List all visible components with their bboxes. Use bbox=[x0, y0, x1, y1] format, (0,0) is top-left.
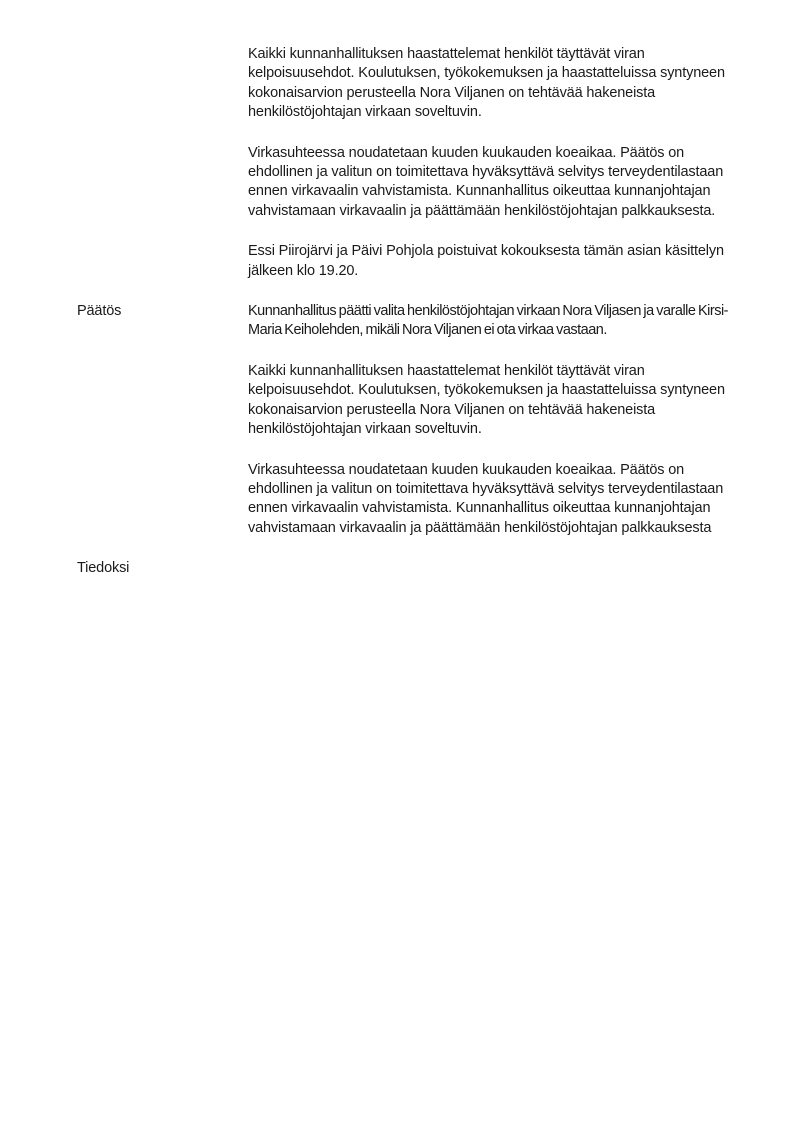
paragraph: Virkasuhteessa noudatetaan kuuden kuukauden koeaikaa. Päätös on ehdollinen ja valitun on toimitettava hyväksyttävä selvitys terveydentilastaan ennen virkavaalin vahvistamista. Kunnanhallitus oikeuttaa kunnanjohtajan vahvistamaan virkavaalin ja päättämään henkilöstöjohtajan palkkauksesta. bbox=[248, 144, 724, 219]
section-label-paatos: Päätös bbox=[77, 303, 122, 320]
section-content bbox=[248, 45, 737, 302]
paragraph: Virkasuhteessa noudatetaan kuuden kuukauden koeaikaa. Päätös on ehdollinen ja valitun on toimitettava hyväksyttävä selvitys terveydentilastaan ennen virkavaalin vahvistamista. Kunnanhallitus oikeuttaa kunnanjohtajan vahvistamaan virkavaalin ja päättämään henkilöstöjohtajan palkkauksesta bbox=[248, 461, 724, 536]
section-content bbox=[248, 302, 737, 559]
paragraph: Essi Piirojärvi ja Päivi Pohjola poistuivat kokouksesta tämän asian käsittelyn jälkeen klo 19.20. bbox=[248, 243, 724, 279]
document-section-body bbox=[77, 45, 737, 302]
document-section-paatos bbox=[77, 302, 737, 559]
paragraph-decision: Kunnanhallitus päätti valita henkilöstöjohtajan virkaan Nora Viljasen ja varalle Kirsi-Maria Keiholehden, mikäli Nora Viljanen ei ota virkaa vastaan. bbox=[248, 303, 728, 339]
document-section-tiedoksi bbox=[77, 559, 737, 578]
section-label-tiedoksi: Tiedoksi bbox=[77, 560, 130, 577]
paragraph: Kaikki kunnanhallituksen haastattelemat henkilöt täyttävät viran kelpoisuusehdot. Koulutuksen, työkokemuksen ja haastatteluissa syntyneen kokonaisarvion perusteella Nora Viljanen on tehtävää hakeneista henkilöstöjohtajan virkaan soveltuvin. bbox=[248, 46, 725, 121]
paragraph: Kaikki kunnanhallituksen haastattelemat henkilöt täyttävät viran kelpoisuusehdot. Koulutuksen, työkokemuksen ja haastatteluissa syntyneen kokonaisarvion perusteella Nora Viljanen on tehtävää hakeneista henkilöstöjohtajan virkaan soveltuvin. bbox=[248, 362, 725, 438]
